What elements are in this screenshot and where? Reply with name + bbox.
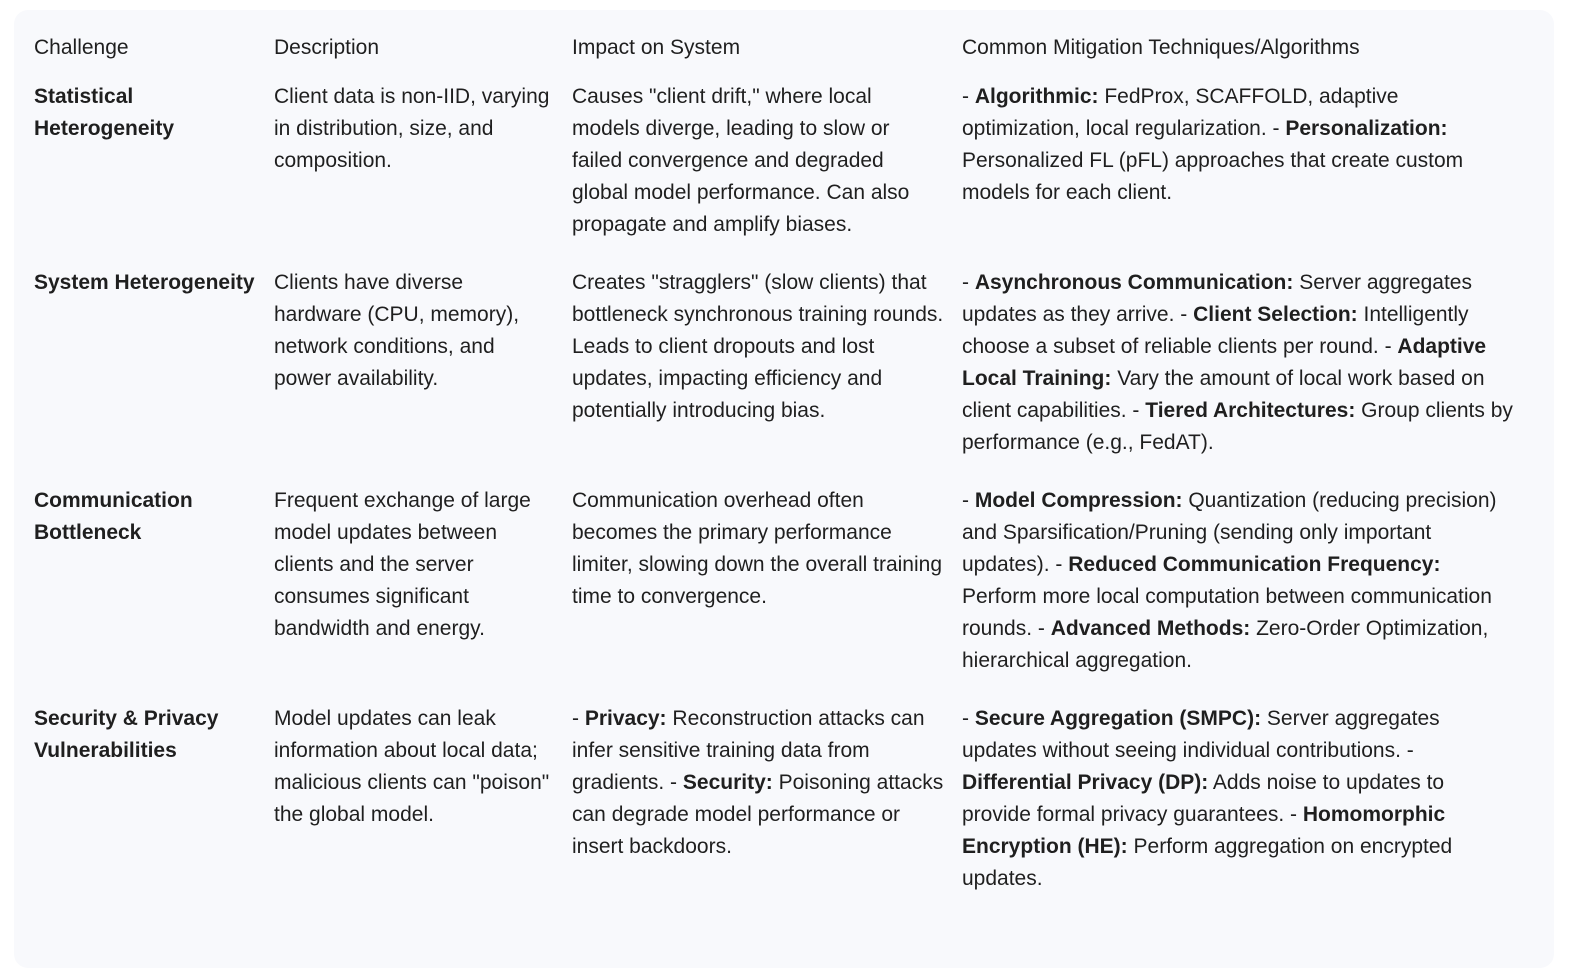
bold-term: Algorithmic: bbox=[974, 85, 1099, 108]
text-segment: Group clients by performance (e.g., FedAT). bbox=[962, 399, 1513, 454]
text-segment: Model updates can leak information about local data; malicious clients can "poison" the global model. bbox=[274, 707, 550, 826]
cell-challenge: Security & Privacy Vulnerabilities bbox=[34, 707, 219, 762]
cell-challenge: System Heterogeneity bbox=[34, 271, 255, 294]
bold-term: Security: bbox=[682, 771, 773, 794]
bold-term: Advanced Methods: bbox=[1050, 617, 1251, 640]
cell-impact bbox=[572, 267, 962, 485]
cell-challenge: Statistical Heterogeneity bbox=[34, 85, 175, 140]
header-mitigation: Common Mitigation Techniques/Algorithms bbox=[962, 36, 1360, 59]
text-segment: Intelligently choose a subset of reliable clients per round. - bbox=[962, 303, 1469, 358]
bold-term: Adaptive Local Training: bbox=[962, 335, 1487, 390]
text-segment: Frequent exchange of large model updates between clients and the server consumes significant bandwidth and energy. bbox=[274, 489, 531, 640]
cell-impact bbox=[572, 703, 962, 921]
text-segment: - bbox=[962, 85, 975, 108]
text-segment: Perform aggregation on encrypted updates. bbox=[962, 835, 1453, 890]
text-segment: - bbox=[962, 707, 975, 730]
text-segment: Perform more local computation between communication rounds. - bbox=[962, 585, 1492, 640]
header-impact: Impact on System bbox=[572, 36, 741, 59]
text-segment: Server aggregates updates as they arrive. - bbox=[962, 271, 1472, 326]
cell-description bbox=[274, 81, 572, 267]
cell-mitigation bbox=[962, 485, 1534, 703]
table-row bbox=[34, 485, 1534, 703]
text-segment: FedProx, SCAFFOLD, adaptive optimization, local regularization. - bbox=[962, 85, 1399, 140]
table-card bbox=[14, 10, 1554, 968]
text-segment: Zero-Order Optimization, hierarchical aggregation. bbox=[962, 617, 1489, 672]
cell-impact bbox=[572, 485, 962, 703]
text-segment: Quantization (reducing precision) and Sparsification/Pruning (sending only important updates). - bbox=[962, 489, 1497, 576]
bold-term: Secure Aggregation (SMPC): bbox=[974, 707, 1262, 730]
cell-challenge: Communication Bottleneck bbox=[34, 489, 193, 544]
cell-mitigation bbox=[962, 703, 1534, 921]
cell-mitigation bbox=[962, 81, 1534, 267]
text-segment: Server aggregates updates without seeing individual contributions. - bbox=[962, 707, 1440, 762]
cell-description bbox=[274, 703, 572, 921]
table-row bbox=[34, 267, 1534, 485]
table-body bbox=[34, 81, 1534, 921]
text-segment: - bbox=[572, 707, 585, 730]
bold-term: Homomorphic Encryption (HE): bbox=[962, 803, 1446, 858]
bold-term: Tiered Architectures: bbox=[1145, 399, 1356, 422]
bold-term: Asynchronous Communication: bbox=[974, 271, 1294, 294]
challenges-table bbox=[34, 20, 1534, 921]
cell-description bbox=[274, 485, 572, 703]
table-header-row bbox=[34, 20, 1534, 81]
text-segment: Adds noise to updates to provide formal privacy guarantees. - bbox=[962, 771, 1445, 826]
text-segment: Causes "client drift," where local models diverge, leading to slow or failed convergence and degraded global model performance. Can also propagate and amplify biases. bbox=[572, 85, 910, 236]
cell-mitigation bbox=[962, 267, 1534, 485]
text-segment: Vary the amount of local work based on client capabilities. - bbox=[962, 367, 1485, 422]
header-challenge: Challenge bbox=[34, 36, 129, 59]
table-row bbox=[34, 81, 1534, 267]
bold-term: Model Compression: bbox=[974, 489, 1183, 512]
cell-impact bbox=[572, 81, 962, 267]
text-segment: - bbox=[962, 271, 975, 294]
text-segment: Creates "stragglers" (slow clients) that bottleneck synchronous training rounds. Leads to client dropouts and lost updates, impacting efficiency and potentially introducing bias. bbox=[572, 271, 944, 422]
header-description: Description bbox=[274, 36, 380, 59]
text-segment: Poisoning attacks can degrade model performance or insert backdoors. bbox=[572, 771, 944, 858]
cell-description bbox=[274, 267, 572, 485]
bold-term: Privacy: bbox=[584, 707, 667, 730]
table-row bbox=[34, 703, 1534, 921]
text-segment: Clients have diverse hardware (CPU, memory), network conditions, and power availability. bbox=[274, 271, 520, 390]
text-segment: Client data is non-IID, varying in distribution, size, and composition. bbox=[274, 85, 550, 172]
bold-term: Reduced Communication Frequency: bbox=[1068, 553, 1441, 576]
text-segment: Personalized FL (pFL) approaches that create custom models for each client. bbox=[962, 149, 1464, 204]
bold-term: Client Selection: bbox=[1193, 303, 1358, 326]
text-segment: Communication overhead often becomes the primary performance limiter, slowing down the overall training time to convergence. bbox=[572, 489, 943, 608]
text-segment: - bbox=[962, 489, 975, 512]
text-segment: Reconstruction attacks can infer sensitive training data from gradients. - bbox=[572, 707, 925, 794]
bold-term: Personalization: bbox=[1285, 117, 1448, 140]
bold-term: Differential Privacy (DP): bbox=[962, 771, 1209, 794]
